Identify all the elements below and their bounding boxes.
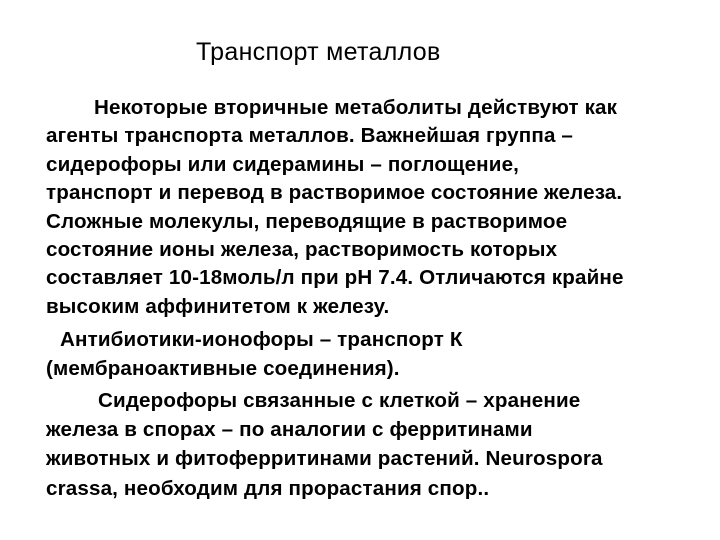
slide-title: Транспорт металлов (196, 38, 441, 66)
text-line: (мембраноактивные соединения). (46, 357, 400, 381)
text-line: железа в спорах – по аналогии с ферритинами (46, 417, 533, 441)
text-line: животных и фитоферритинами растений. Neurospora (46, 447, 603, 471)
text-line: транспорт и перевод в растворимое состояние железа. (46, 181, 623, 205)
text-line: Некоторые вторичные метаболиты действуют как (94, 96, 618, 119)
paragraph-cell-bound-siderophores (46, 386, 718, 503)
text-line: crassa, необходим для прорастания спор.. (46, 476, 490, 500)
text-line: сидерофоры или сидерамины – поглощение, (46, 152, 520, 176)
text-line: агенты транспорта металлов. Важнейшая группа – (46, 124, 574, 148)
text-line: высоким аффинитетом к железу. (46, 294, 390, 318)
text-line: Антибиотики-ионофоры – транспорт К (60, 328, 463, 352)
slide-body (46, 94, 718, 503)
text-line: Сидерофоры связанные с клеткой – хранение (98, 388, 581, 412)
paragraph-siderophores (46, 94, 718, 321)
text-line: составляет 10-18моль/л при рН 7.4. Отличаются крайне (46, 266, 624, 290)
text-line: состояние ионы железа, растворимость которых (46, 238, 558, 262)
paragraph-ionophores (46, 325, 718, 383)
text-line: Сложные молекулы, переводящие в растворимое (46, 209, 568, 233)
